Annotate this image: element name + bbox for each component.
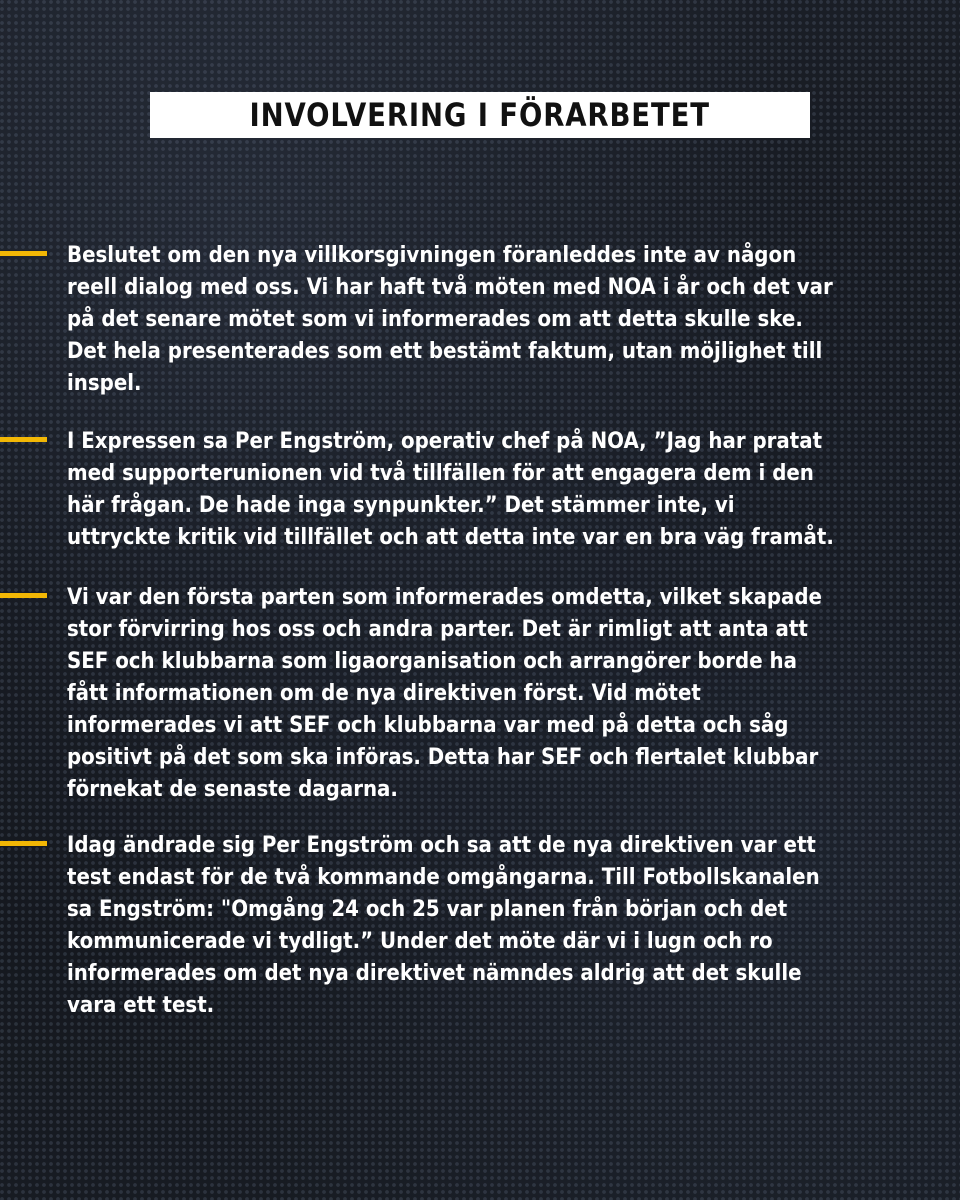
accent-bar xyxy=(0,437,47,442)
accent-bar xyxy=(0,593,47,598)
paragraph-text xyxy=(67,830,877,1022)
text-line: uttryckte kritik vid tillfället och att detta inte var en bra väg framåt. xyxy=(67,525,834,550)
paragraph-text xyxy=(67,240,877,400)
text-line: vara ett test. xyxy=(67,993,215,1018)
text-line: med supporterunionen vid två tillfällen för att engagera dem i den xyxy=(67,461,814,486)
page-title: INVOLVERING I FÖRARBETET xyxy=(249,96,711,134)
text-line: kommunicerade vi tydligt.” Under det möte där vi i lugn och ro xyxy=(67,929,773,954)
paragraph-text xyxy=(67,582,877,806)
text-line: Det hela presenterades som ett bestämt faktum, utan möjlighet till xyxy=(67,339,823,364)
text-line: informerades om det nya direktivet nämndes aldrig att det skulle xyxy=(67,961,802,986)
text-line: sa Engström: "Omgång 24 och 25 var planen från början och det xyxy=(67,897,788,922)
text-line: Idag ändrade sig Per Engström och sa att de nya direktiven var ett xyxy=(67,833,816,858)
text-line: stor förvirring hos oss och andra parter. Det är rimligt att anta att xyxy=(67,617,808,642)
accent-bar xyxy=(0,841,47,846)
text-line: här frågan. De hade inga synpunkter.” Det stämmer inte, vi xyxy=(67,493,735,518)
title-banner xyxy=(150,92,810,138)
text-line: fått informationen om de nya direktiven först. Vid mötet xyxy=(67,681,701,706)
paragraph-text xyxy=(67,426,877,554)
text-line: SEF och klubbarna som ligaorganisation och arrangörer borde ha xyxy=(67,649,798,674)
text-line: test endast för de två kommande omgångarna. Till Fotbollskanalen xyxy=(67,865,820,890)
text-line: förnekat de senaste dagarna. xyxy=(67,777,398,802)
text-line: reell dialog med oss. Vi har haft två möten med NOA i år och det var xyxy=(67,275,833,300)
text-line: positivt på det som ska införas. Detta har SEF och flertalet klubbar xyxy=(67,745,819,770)
text-line: på det senare mötet som vi informerades om att detta skulle ske. xyxy=(67,307,803,332)
text-line: I Expressen sa Per Engström, operativ chef på NOA, ”Jag har pratat xyxy=(67,429,823,454)
text-line: Beslutet om den nya villkorsgivningen föranleddes inte av någon xyxy=(67,243,797,268)
text-line: informerades vi att SEF och klubbarna var med på detta och såg xyxy=(67,713,789,738)
text-line: inspel. xyxy=(67,371,142,396)
text-line: Vi var den första parten som informerades omdetta, vilket skapade xyxy=(67,585,822,610)
accent-bar xyxy=(0,251,47,256)
